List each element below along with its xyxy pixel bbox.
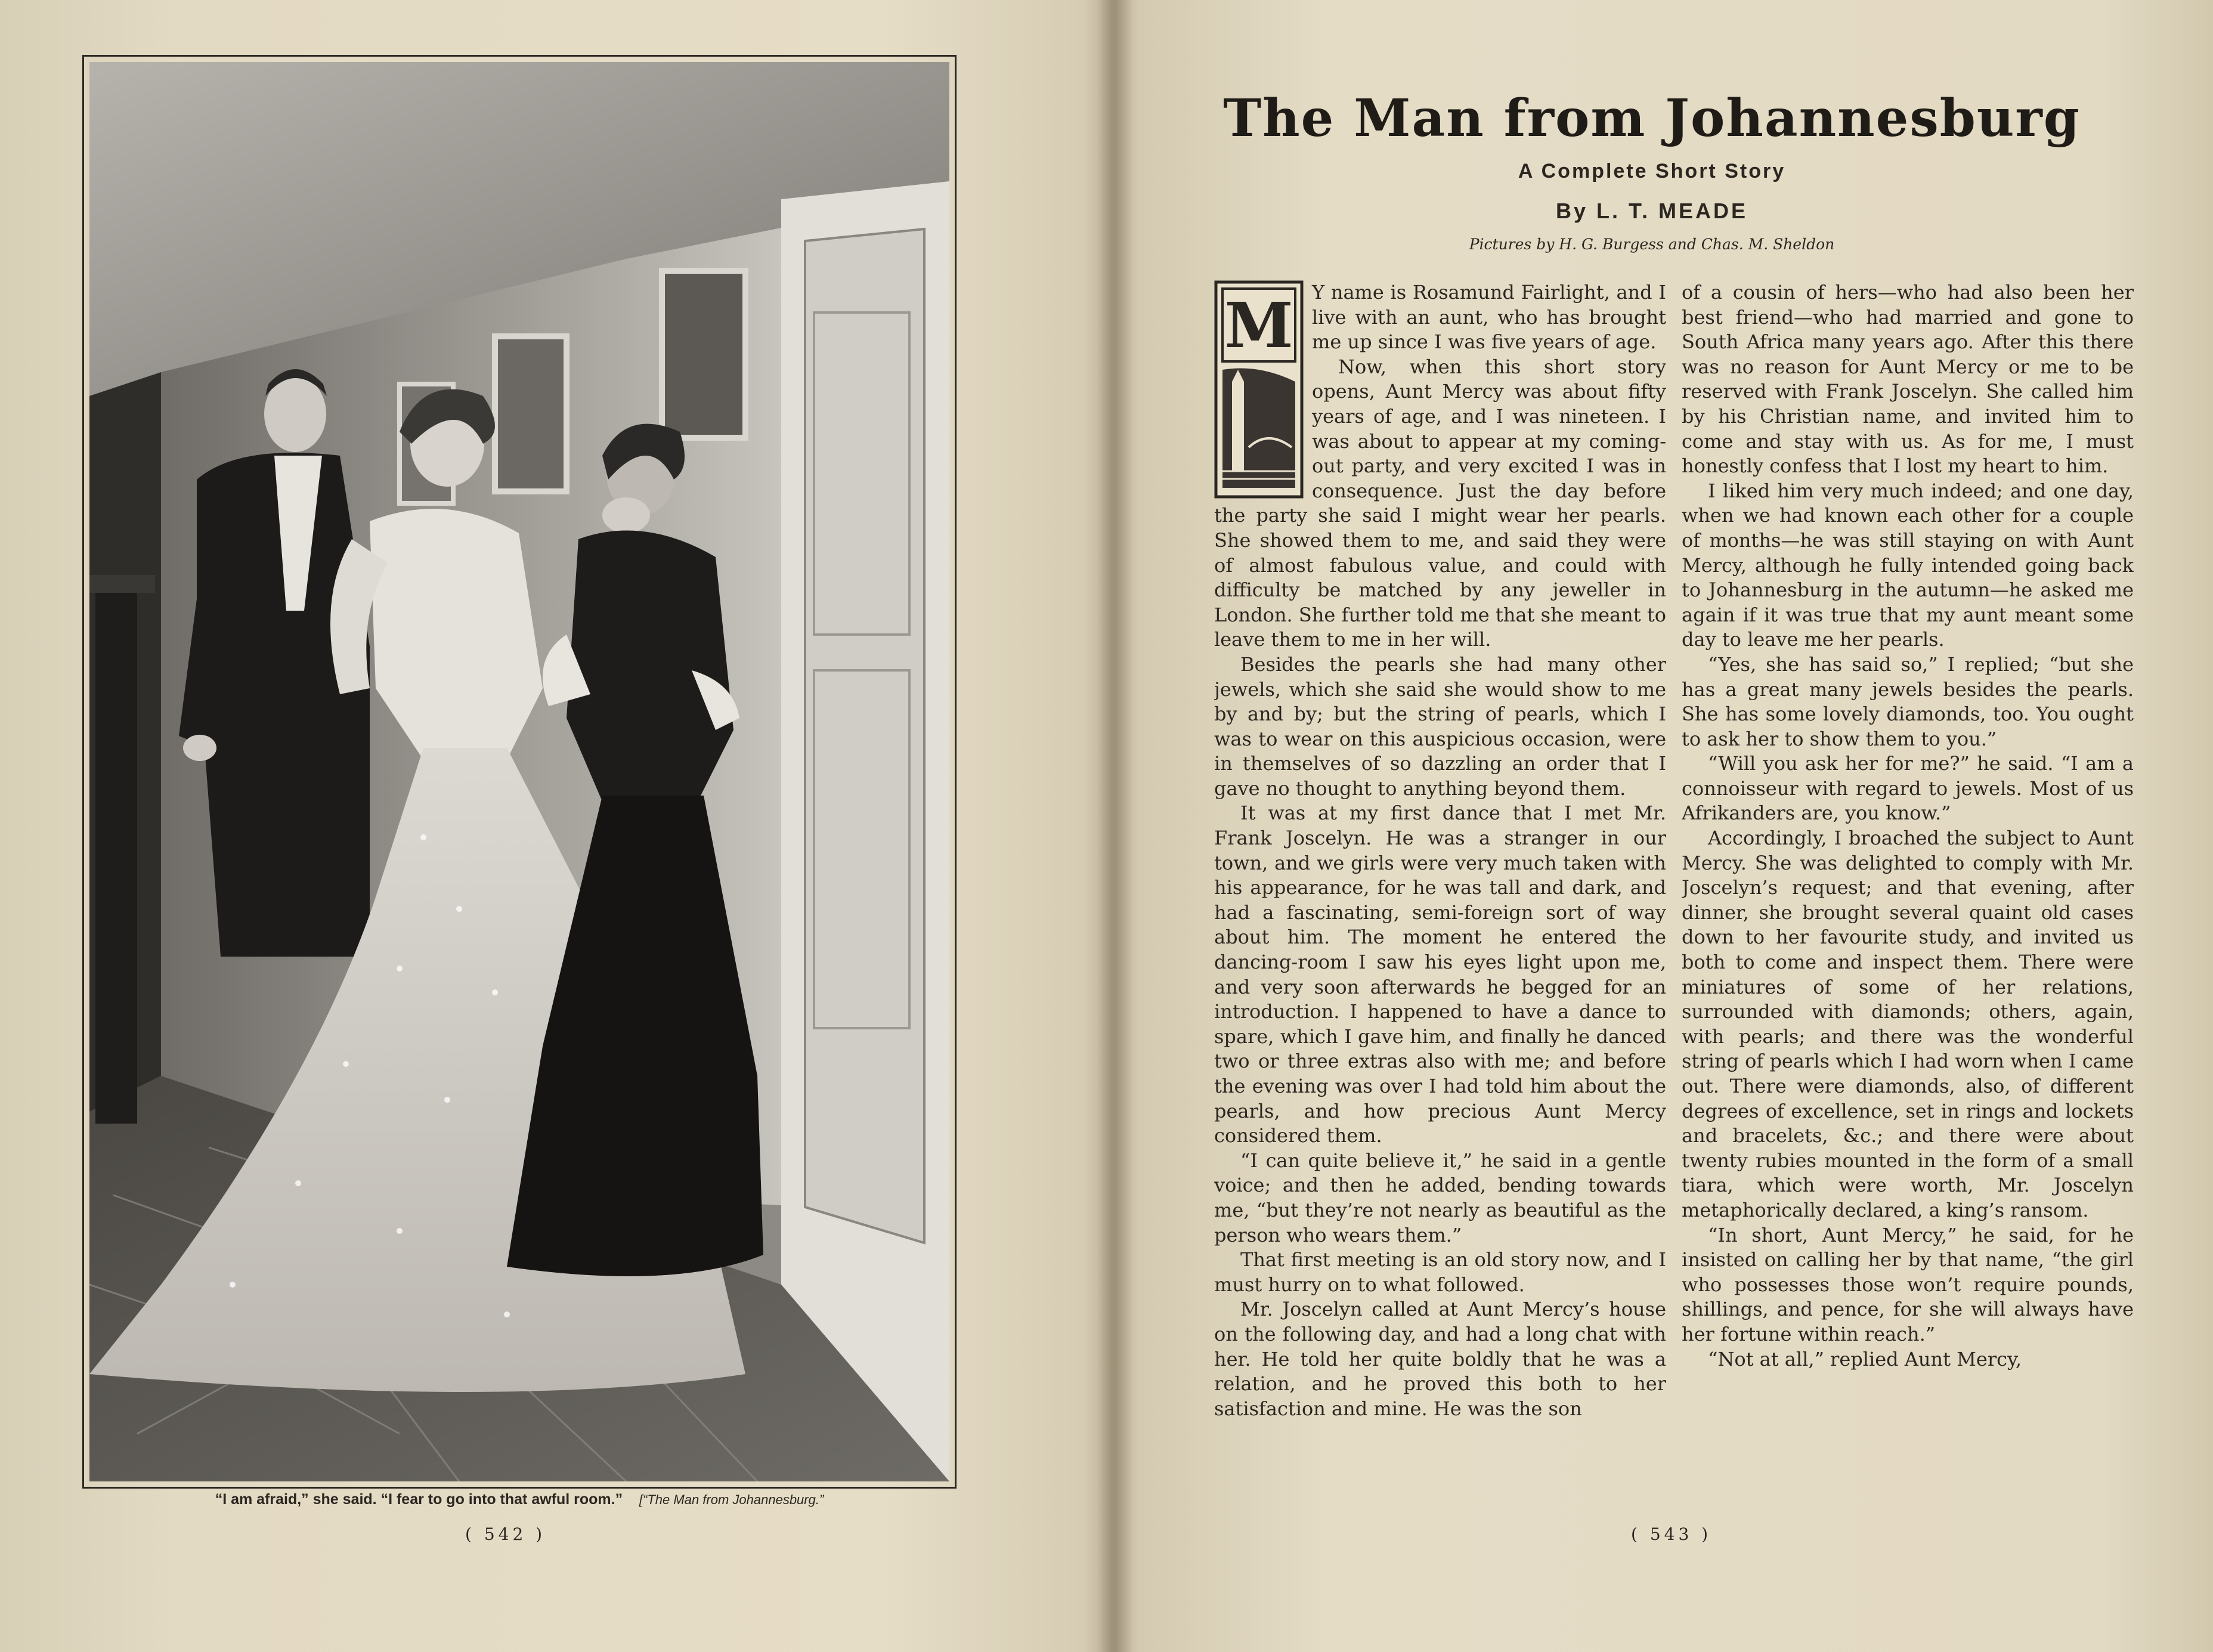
drop-cap-letter: M	[1224, 289, 1293, 362]
drop-cap-m-icon	[1214, 280, 1304, 499]
illustration-caption	[89, 1491, 949, 1515]
book-gutter	[1097, 0, 1133, 1652]
paragraph: “I can quite believe it,” he said in a gentle voice; and then he added, bending towards me, “but they’re not nearly as beautiful as the person who wears them.”	[1214, 1149, 1666, 1246]
paragraph: “Yes, she has said so,” I replied; “but she has a great many jewels besides the pearls. She has some lovely diamonds, too. You ought to ask her to show them to you.”	[1682, 652, 2134, 750]
corridor-illustration	[89, 62, 949, 1481]
paragraph: “Not at all,” replied Aunt Mercy,	[1708, 1347, 2022, 1371]
text-column-1	[1214, 280, 1666, 1521]
paragraph: Mr. Joscelyn called at Aunt Mercy’s house on the following day, and had a long chat with her. He told her quite boldly that he was a relation, and he proved this both to her satisfaction and mine. He was the son	[1214, 1298, 1666, 1420]
paragraph: That first meeting is an old story now, and I must hurry on to what followed.	[1214, 1248, 1666, 1296]
page-number-left: ( 542 )	[465, 1524, 546, 1544]
paragraph: Y name is Rosamund Fairlight, and I live with an aunt, who has brought me up since I was five years of age.	[1312, 281, 1666, 354]
paragraph: Now, when this short story opens, Aunt Mercy was about fifty years of age, and I was nineteen. I was about to appear at my coming-out party, and very excited I was in consequence. Just the day before the party she said I might wear her pearls. She showed them to me, and said they were of almost fabulous value, and could with difficulty be matched by any jeweller in London. She further told me that she meant to leave them to me in her will.	[1214, 355, 1666, 651]
illustration-plate	[89, 62, 949, 1481]
paragraph: I liked him very much indeed; and one day, when we had known each other for a couple of months—he was still staying on with Aunt Mercy, although he fully intended going back to Johannesburg in the autumn—he asked me again if it was true that my aunt meant some day to leave me her pearls.	[1682, 479, 2134, 651]
story-title: The Man from Johannesburg	[1223, 88, 2081, 149]
paragraph: “Will you ask her for me?” he said. “I am a connoisseur with regard to jewels. Most of us Afrikanders are, you know.”	[1682, 752, 2134, 825]
story-author: By L. T. MEADE	[1555, 199, 1748, 223]
text-column-2	[1682, 280, 2134, 1521]
paragraph: It was at my first dance that I met Mr. Frank Joscelyn. He was a stranger in our town, and we girls were very much taken with his appearance, for he was tall and dark, and had a fascinating, semi-foreign sort of way about him. The moment he entered the dancing-room I saw his eyes light upon me, and very soon afterwards he begged for an introduction. I happened to have a dance to spare, which I gave him, and finally he danced two or three extras also with me; and before the evening was over I had told him about the pearls, and how precious Aunt Mercy considered them.	[1214, 802, 1666, 1147]
drop-cap-ornament	[1214, 280, 1304, 499]
illustration-credits: Pictures by H. G. Burgess and Chas. M. Sheldon	[1469, 236, 1835, 253]
paragraph: of a cousin of hers—who had also been her best friend—who had married and gone to South Africa many years ago. After this there was no reason for Aunt Mercy or me to be reserved with Frank Joscelyn. She called him by his Christian name, and invited him to come and stay with us. As for me, I must honestly confess that I lost my heart to him.	[1682, 281, 2134, 478]
paragraph: Accordingly, I broached the subject to Aunt Mercy. She was delighted to comply with Mr. Joscelyn’s request; and that evening, after dinner, she brought several quaint old cases down to her favourite study, and invited us both to come and inspect them. There were miniatures of some of her relations, surrounded with diamonds; others, again, with pearls; and there was the wonderful string of pearls which I had worn when I came out. There were diamonds, also, of different degrees of excellence, set in rings and lockets and bracelets, &c.; and there were about twenty rubies mounted in the form of a small tiara, which were worth, Mr. Joscelyn metaphorically declared, a king’s ransom.	[1682, 827, 2134, 1221]
story-subtitle: A Complete Short Story	[1518, 160, 1786, 182]
paragraph: “In short, Aunt Mercy,” he said, for he insisted on calling her by that name, “the girl who possesses those won’t require pounds, shillings, and pence, for she will always have her fortune within reach.”	[1682, 1223, 2134, 1345]
page-number-right: ( 543 )	[1631, 1524, 1712, 1544]
caption-quote: “I am afraid,” she said. “I fear to go into that awful room.”	[215, 1491, 623, 1508]
paragraph: Besides the pearls she had many other jewels, which she said she would show to me by and by; but the string of pearls, which I was to wear on this auspicious occasion, were in themselves of so dazzling an order that I gave no thought to anything beyond them.	[1214, 652, 1666, 800]
caption-source: [“The Man from Johannesburg.”	[639, 1492, 824, 1507]
